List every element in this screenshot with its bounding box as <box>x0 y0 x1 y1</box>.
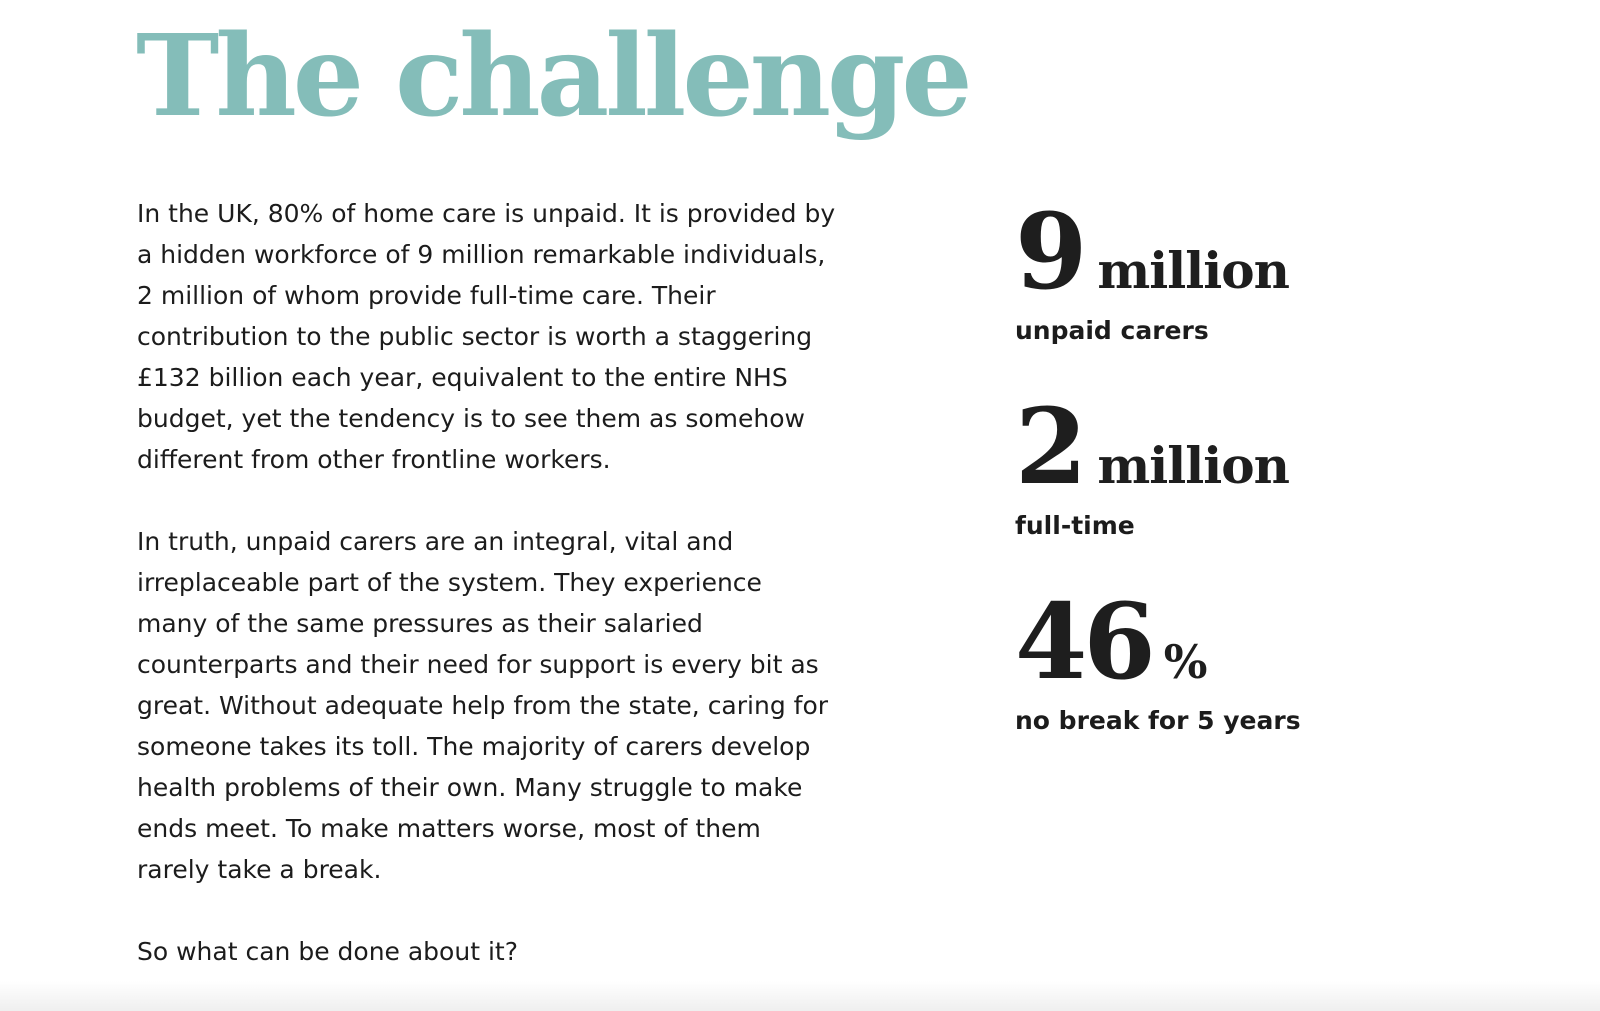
stat-no-break <box>1015 580 1535 735</box>
paragraph-intro: In the UK, 80% of home care is unpaid. It is provided by a hidden workforce of 9 million remarkable individuals, 2 million of whom provide full-time care. Their contribution to the public sector is worth a staggering £132 billion each year, equivalent to the entire NHS budget, yet the tendency is to see them as somehow different from other frontline workers. <box>137 199 836 474</box>
stat-figure <box>1015 385 1535 508</box>
stat-number: 46 <box>1015 580 1152 703</box>
stat-label: no break for 5 years <box>1015 706 1301 735</box>
stat-full-time <box>1015 385 1535 540</box>
stat-label: full-time <box>1015 511 1135 540</box>
stat-number: 9 <box>1015 190 1084 313</box>
page-title: The challenge <box>136 11 969 142</box>
bottom-fade <box>0 981 1600 1011</box>
paragraph-question: So what can be done about it? <box>137 937 518 966</box>
stat-unpaid-carers <box>1015 190 1535 345</box>
stat-number: 2 <box>1015 385 1084 508</box>
stat-figure <box>1015 190 1535 313</box>
stat-unit: % <box>1163 635 1207 689</box>
body-text <box>137 193 877 1011</box>
stat-unit: million <box>1097 436 1289 495</box>
stat-figure <box>1015 580 1535 703</box>
paragraph-truth: In truth, unpaid carers are an integral, vital and irreplaceable part of the system. They experience many of the same pressures as their salaried counterparts and their need for support is every bit as great. Without adequate help from the state, caring for someone takes its toll. The majority of carers develop health problems of their own. Many struggle to make ends meet. To make matters worse, most of them rarely take a break. <box>137 527 829 884</box>
stat-label: unpaid carers <box>1015 316 1209 345</box>
stat-unit: million <box>1097 241 1289 300</box>
